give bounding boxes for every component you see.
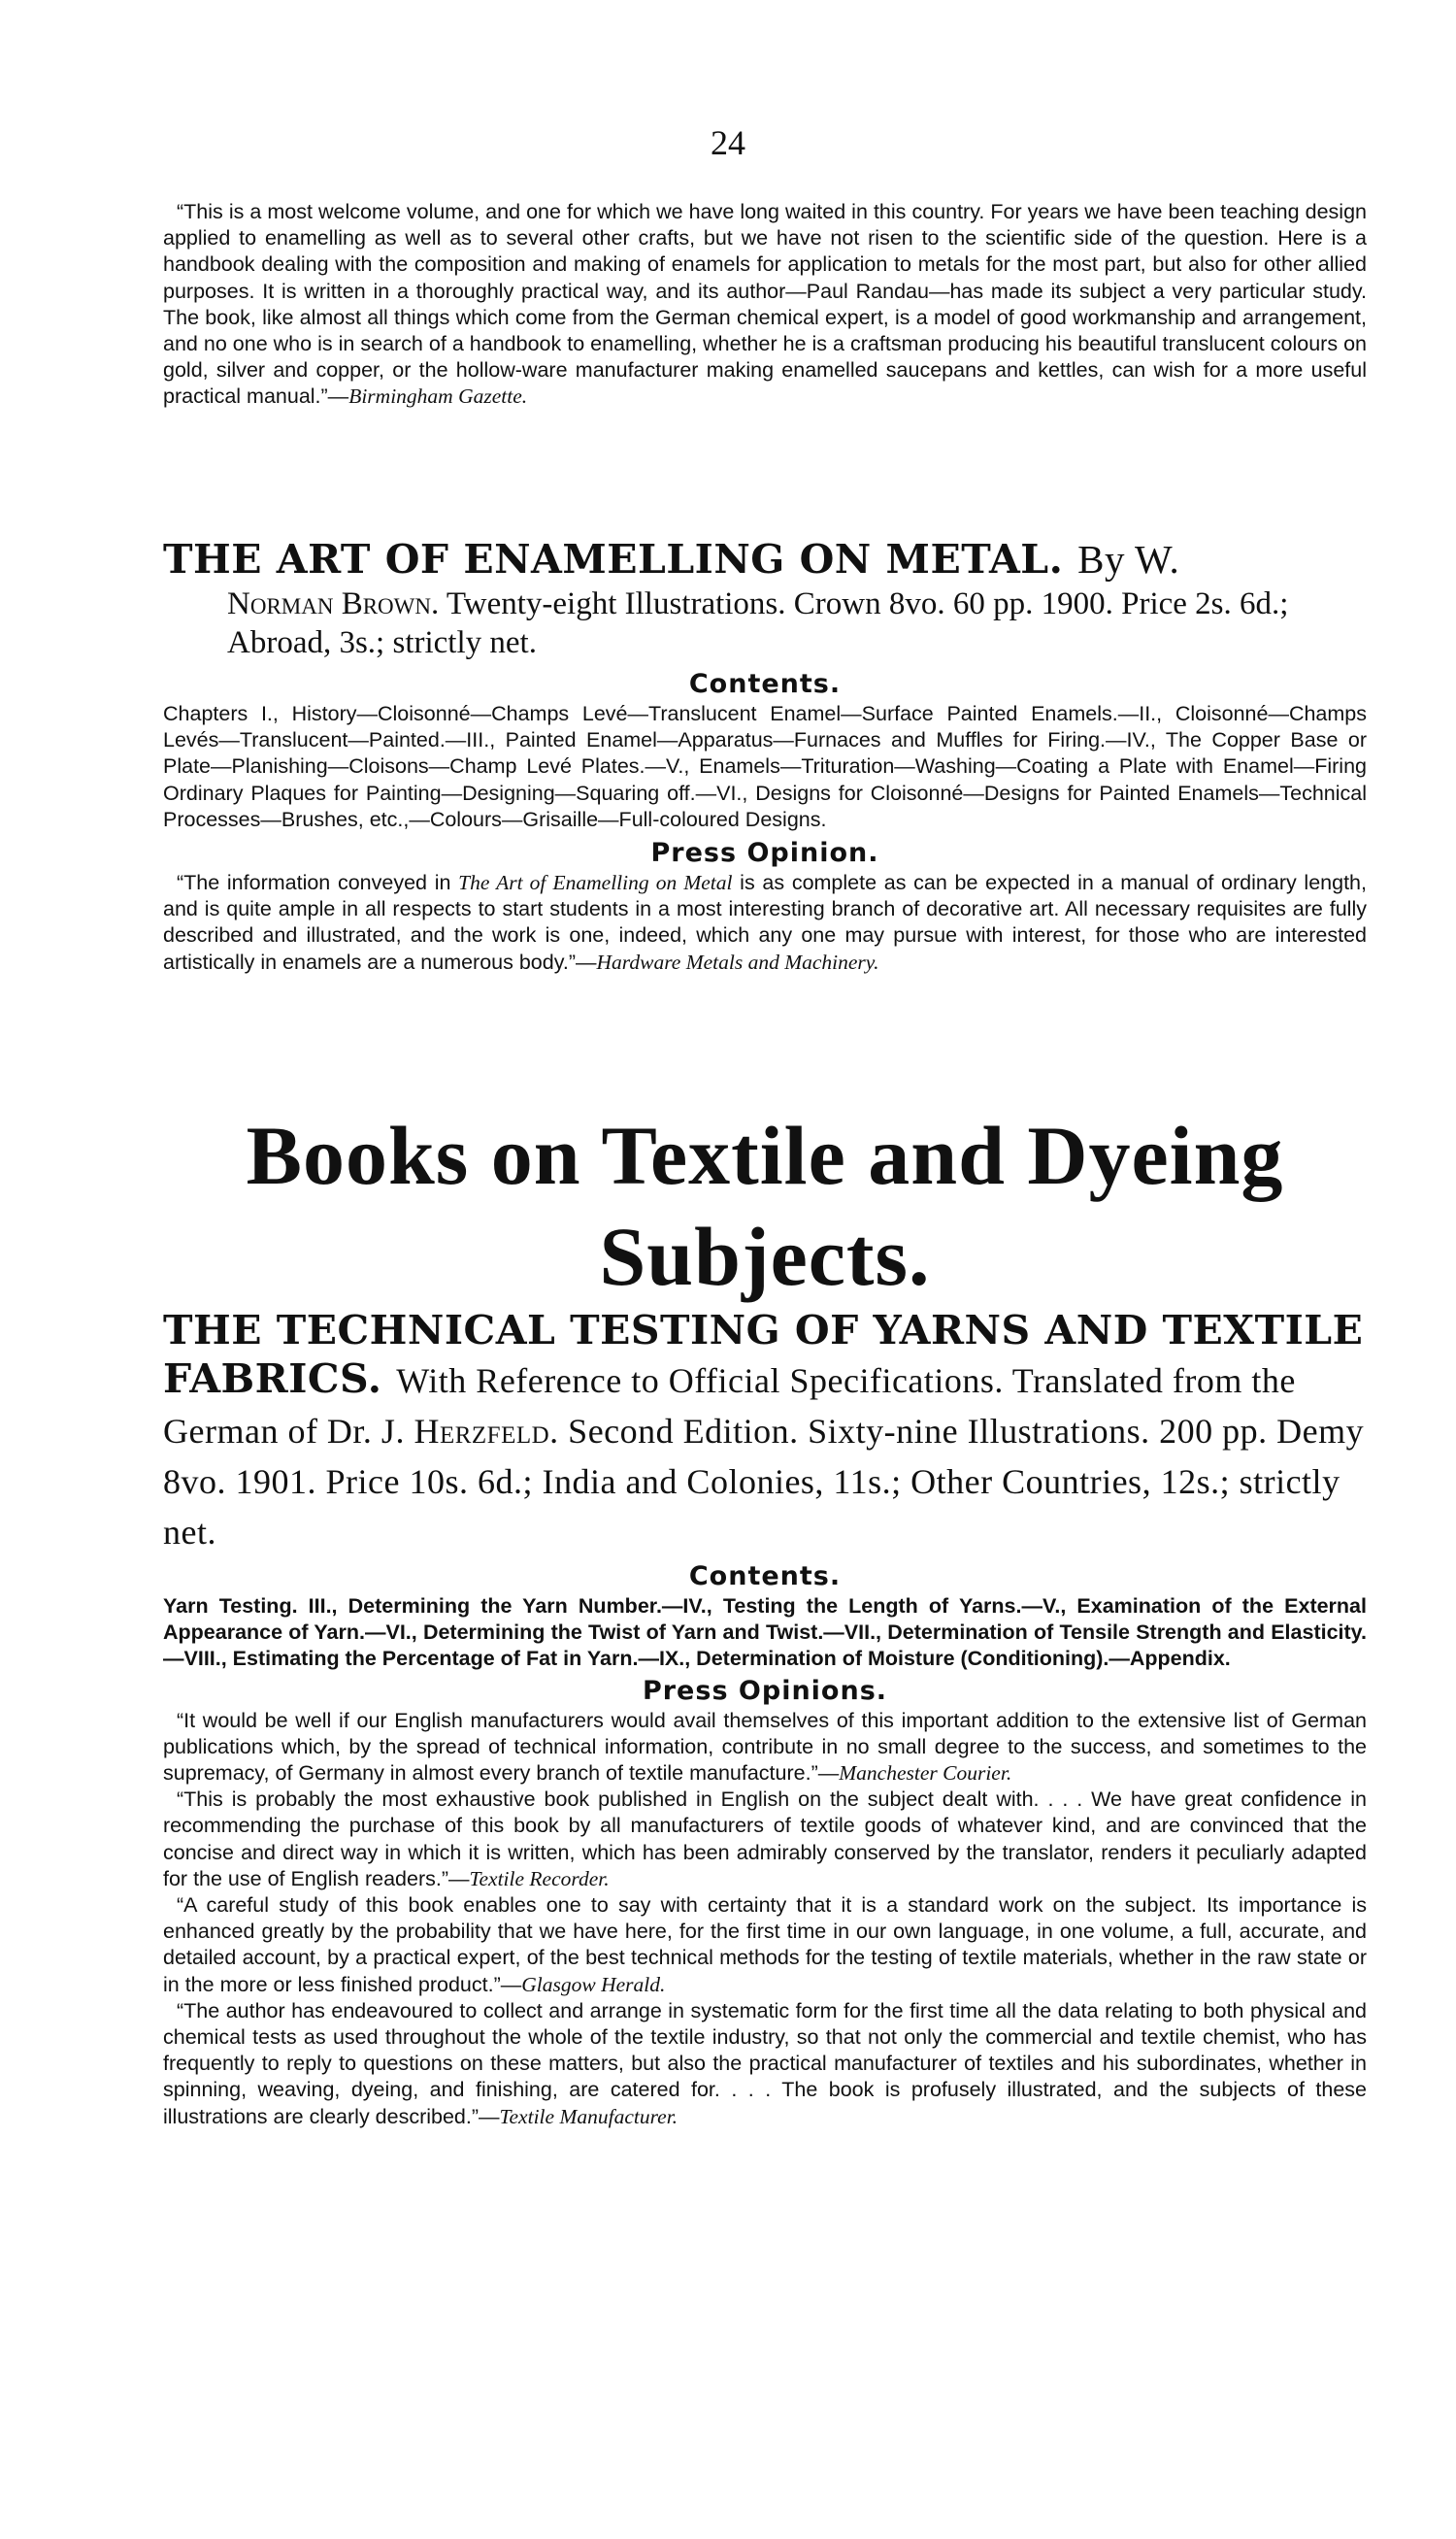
- book-enamelling-contents-heading: Contents.: [688, 669, 842, 699]
- book-enamelling-details: Norman Brown. Twenty-eight Illustrations. Crown 8vo. 60 pp. 1900. Price 2s. 6d.; Abroad, 3s.; strictly net.: [227, 586, 1289, 660]
- section-heading-line2: Subjects.: [599, 1210, 931, 1303]
- book-enamelling-contents: Chapters I., History—Cloisonné—Champs Levé—Translucent Enamel—Surface Painted Enamels.—II., Cloisonné—Champs Levés—Translucent—Painted.—III., Painted Enamel—Apparatus—Furnaces and Muffles for Firing.—IV., The Copper Base or Plate—Planishing—Cloisons—Champ Levé Plates.—V., Enamels—Trituration—Washing—Coating a Plate with Enamel—Firing Ordinary Plaques for Painting—Designing—Squaring off.—VI., Designs for Cloisonné—Designs for Painted Enamels—Technical Processes—Brushes, etc.,—Colours—Grisaille—Full-coloured Designs.: [163, 702, 1367, 831]
- book-testing-yarns-press-opinions: [163, 1708, 1367, 2130]
- book-enamelling: [163, 534, 1367, 976]
- book-enamelling-press-title: The Art of Enamelling on Metal: [458, 871, 733, 895]
- review-intro-text: “This is a most welcome volume, and one for which we have long waited in this country. For years we have been teaching design applied to enamelling as well as to several other crafts, but we have not risen to the scientific side of the question. Here is a handbook dealing with the composition and making of enamels for application to metals for the most part, but also for other allied purposes. It is written in a thoroughly practical way, and its author—Paul Randau—has made its subject a very particular study. The book, like almost all things which come from the German chemical expert, is a model of good workmanship and arrangement, and no one who is in search of a handbook to enamelling, whether he is a craftsman producing his beautiful translucent colours on gold, silver and copper, or the hollow-ware manufacturer making enamelled saucepans and kettles, can wish for a more useful practical manual.”—: [163, 200, 1367, 409]
- book-enamelling-press-opinion: “The information conveyed in The Art of Enamelling on Metal is as complete as can be expected in a manual of ordinary length, and is quite ample in all respects to start students in a most interesting branch of decorative art. All necessary requisites are fully described and illustrated, and the work is one, indeed, which any one may pursue with interest, for those who are interested artistically in enamels are a numerous body.”—Hardware Metals and Machinery.: [163, 871, 1367, 974]
- book-enamelling-author: Norman Brown: [227, 586, 431, 621]
- book-testing-yarns-contents: Yarn Testing. III., Determining the Yarn Number.—IV., Testing the Length of Yarns.—V., Examination of the External Appearance of Yarn.—VI., Determining the Twist of Yarn and Twist.—VII., Determination of Tensile Strength and Elasticity.—VIII., Estimating the Percentage of Fat in Yarn.—IX., Determination of Moisture (Conditioning).—Appendix.: [163, 1594, 1367, 1671]
- review-intro: [163, 199, 1367, 411]
- press-opinion-source: Glasgow Herald.: [521, 1972, 666, 1996]
- book-testing-yarns-title-line: [163, 1306, 1367, 1556]
- book-enamelling-press-source: Hardware Metals and Machinery.: [596, 950, 879, 974]
- press-opinion-source: Textile Manufacturer.: [499, 2104, 678, 2128]
- book-testing-yarns-details: With Reference to Official Specifications. Translated from the German of Dr. J. Herzfeld. Second Edition. Sixty-nine Illustrations. 200 pp. Demy 8vo. 1901. Price 10s. 6d.; India and Colonies, 11s.; Other Countries, 12s.; strictly net.: [163, 1361, 1365, 1552]
- press-opinion-source: Textile Recorder.: [469, 1866, 610, 1890]
- book-enamelling-by: By W.: [1077, 537, 1180, 582]
- review-intro-source: Birmingham Gazette.: [348, 384, 528, 409]
- book-enamelling-title: THE ART OF ENAMELLING ON METAL.: [163, 536, 1064, 583]
- page-number: 24: [711, 123, 745, 162]
- book-testing-yarns-contents-heading: Contents.: [688, 1561, 842, 1591]
- book-testing-yarns: [163, 1306, 1367, 2130]
- book-enamelling-press-heading: Press Opinion.: [650, 838, 879, 869]
- press-opinion-source: Manchester Courier.: [839, 1761, 1012, 1786]
- press-opinion: “This is probably the most exhaustive book published in English on the subject dealt with. . . . We have great confidence in recommending the purchase of this book by all manufacturers of textile goods of whatever kind, and are convinced that the concise and direct way in which it is written, which has been admirably conserved by the translator, renders it peculiarly adapted for the use of English readers.”—Textile Recorder.: [163, 1787, 1367, 1890]
- book-testing-yarns-press-heading: Press Opinions.: [642, 1675, 888, 1706]
- book-enamelling-title-line: [163, 534, 1367, 585]
- press-opinion: “The author has endeavoured to collect and arrange in systematic form for the first time all the data relating to both physical and chemical tests as used throughout the whole of the textile industry, so that not only the commercial and textile chemist, who has frequently to reply to questions on these matters, but also the practical manufacturer of textiles and his subordinates, whether in spinning, weaving, dyeing, and finishing, are catered for. . . . The book is profusely illustrated, and the subjects of these illustrations are clearly described.”—Textile Manufacturer.: [163, 1998, 1367, 2128]
- book-testing-yarns-title: THE TECHNICAL TESTING OF YARNS AND TEXTILE FABRICS.: [163, 1307, 1364, 1402]
- book-testing-yarns-author: Herzfeld: [414, 1412, 550, 1451]
- press-opinion: “It would be well if our English manufacturers would avail themselves of this important addition to the extensive list of German publications which, by the spread of technical information, contribute in no small degree to the success, and sometimes to the supremacy, of Germany in almost every branch of textile manufacture.”—Manchester Courier.: [163, 1708, 1367, 1786]
- section-heading: [163, 1105, 1367, 1307]
- section-heading-line1: Books on Textile and Dyeing: [246, 1109, 1284, 1202]
- press-opinion: “A careful study of this book enables one to say with certainty that it is a standard work on the subject. Its importance is enhanced greatly by the probability that we have here, for the first time in our own language, in one volume, a full, accurate, and detailed account, by a practical expert, of the best technical methods for the testing of textile materials, whether in the raw state or in the more or less finished product.”—Glasgow Herald.: [163, 1893, 1367, 1996]
